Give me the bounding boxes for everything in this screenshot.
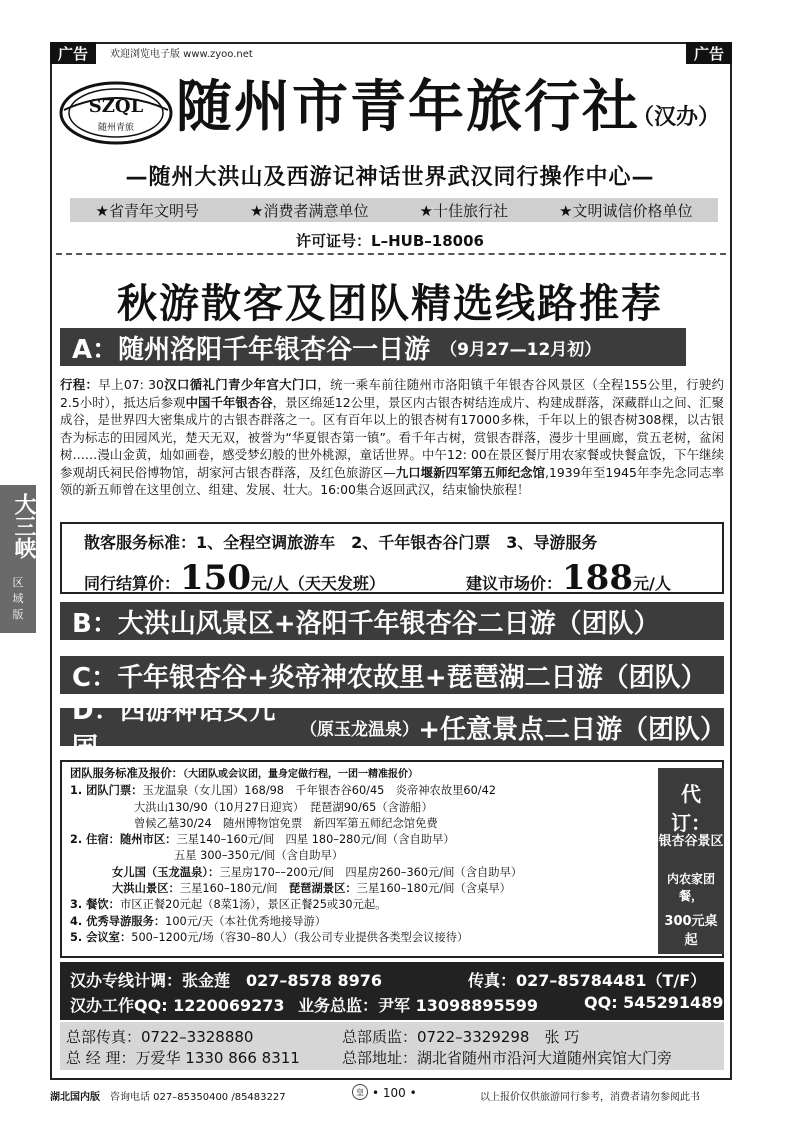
itinerary-highlight: 中国千年银杏谷: [185, 394, 273, 410]
team-line: 市区正餐20元起（8菜1汤），景区正餐25或30元起。: [119, 898, 387, 912]
itinerary-label: 行程：: [60, 377, 99, 392]
logo-text: SZQL: [88, 96, 144, 117]
page-badge-icon: 皇: [352, 1084, 368, 1100]
side-tab-sub: 域: [12, 592, 24, 605]
itinerary-highlight: 九口堰新四军第五师纪念馆: [395, 464, 546, 480]
booking-line: 内农家团餐，: [666, 872, 715, 903]
route-a-bar: [60, 328, 686, 366]
route-a-dates: （9月27—12月初）: [440, 339, 602, 360]
route-d-title-tail: +任意景点二日游（团队）: [418, 714, 727, 745]
route-d-subtitle: （原玉龙温泉）: [300, 719, 420, 740]
team-line-label: 2. 住宿：: [70, 833, 120, 847]
route-c-bar: C：千年银杏谷+炎帝神农故里+琵琶湖二日游（团队）: [60, 656, 724, 694]
honor-item: ★十佳旅行社: [419, 201, 508, 220]
team-line-label: 5. 会议室：: [70, 930, 132, 944]
itinerary-text: 早上07: 30: [98, 377, 164, 392]
side-tab-sub: 版: [12, 608, 24, 621]
team-services-box: [60, 760, 724, 958]
route-b-bar: B：大洪山风景区+洛阳千年银杏谷二日游（团队）: [60, 602, 724, 640]
contact-qq: 汉办工作QQ: 1220069273: [70, 996, 285, 1015]
honor-item: ★省青年文明号: [95, 201, 199, 220]
settle-amount: 150: [180, 558, 251, 598]
team-line: 三星160–180元/间: [179, 882, 289, 896]
agency-name: 随州市青年旅行社: [176, 74, 640, 140]
team-line-label: 随州市区：: [119, 833, 177, 847]
contact-director: 业务总监：尹军 13098895599: [298, 996, 539, 1015]
contact-planner: 汉办专线计调：张金莲 027–8578 8976: [70, 971, 383, 990]
market-price: [466, 558, 671, 598]
team-line: 三星160–180元/间（含桌早）: [356, 882, 511, 896]
team-heading: 团队服务标准及报价：: [70, 767, 183, 780]
settle-price: [84, 558, 385, 598]
disclaimer: 以上报价仅供旅游同行参考，消费者请勿参阅此书: [480, 1092, 700, 1103]
team-line: 曾候乙墓30/24 随州博物馆免票 新四军第五师纪念馆免费: [134, 816, 438, 830]
honor-item: ★消费者满意单位: [250, 201, 369, 220]
itinerary-text: ，景区绵延12公里，景区内古银杏树结连成片、构建成群落，深藏群山之间、汇聚成谷，是世界四大密集成片的古银杏群落之一。区有百年以上的银杏树有17000多株，千年以上的银杏树308棵，以古银杏为标志的田园风光，楚天无双，被誉为“华夏银杏第一镇”。看千年古树，赏银杏群落，漫步十里画廊，赏五老树，盆闲树……漫山金黄，灿如画卷，感受梦幻般的世外桃源，童话世界。中午12: 00在景区餐厅用农家餐或快餐盒饭，下午继续参观胡氏祠民俗博物馆，胡家河古银杏群落，及红色旅游区—: [60, 394, 724, 480]
hq-quality: 总部质监：0722–3329298 张 巧: [342, 1028, 580, 1046]
route-d-bar: [60, 696, 727, 763]
itinerary-text: ，统一乘车前往随州市洛阳镇千年银杏谷风景区（全程155公里，行驶约2.5小时），抵达后参观: [60, 377, 725, 410]
booking-callout: [658, 768, 724, 954]
booking-line: 300元桌起: [664, 914, 718, 948]
ad-tag-left: 广告: [50, 42, 96, 64]
agency-subtitle: —随州大洪山及西游记神话世界武汉同行操作中心—: [125, 165, 655, 190]
team-line: 500–1200元/场（容30–80人）（我公司专业提供各类型会议接待）: [131, 930, 469, 944]
page-title: 秋游散客及团队精选线路推荐: [117, 280, 663, 327]
team-line-label: 女儿国（玉龙温泉）：: [112, 865, 220, 879]
hq-manager: 总 经 理：万爱华 1330 866 8311: [66, 1049, 300, 1067]
hq-fax: 总部传真：0722–3328880: [66, 1028, 254, 1046]
page-number: • 100 •: [372, 1086, 417, 1100]
contact-band: [60, 962, 724, 1020]
market-label: 建议市场价：: [466, 574, 563, 593]
honors-band: [70, 198, 718, 222]
region-side-tab[interactable]: [0, 485, 36, 633]
headquarters-band: [60, 1022, 724, 1070]
side-tab-title: 大三峡: [11, 493, 37, 559]
team-heading-note: （大团队或会议团，量身定做行程，一团一精准报价）: [182, 769, 418, 780]
itinerary-highlight: 汉口循礼门青少年宫大门口: [163, 377, 318, 392]
license-number: 许可证号：L–HUB–18006: [296, 232, 484, 250]
route-a-title: A：随州洛阳千年银杏谷一日游: [72, 334, 431, 365]
honor-item: ★文明诚信价格单位: [559, 201, 693, 220]
team-line: 100元/天（本社优秀地接导游）: [165, 914, 327, 928]
market-unit: 元/人: [633, 574, 671, 593]
booking-line: 银杏谷景区: [658, 834, 724, 849]
welcome-url[interactable]: 欢迎浏览电子版 www.zyoo.net: [110, 49, 253, 60]
hotline: 咨询电话 027–85350400 /85483227: [110, 1092, 286, 1103]
route-d-title: D：西游神话女儿国: [72, 696, 276, 763]
agency-logo: [58, 80, 174, 146]
ad-tag-right: 广告: [686, 42, 732, 64]
logo-emblem-icon: [58, 80, 174, 146]
team-line: 五星 300–350元/间（含自助早）: [174, 849, 344, 863]
booking-title: 代 订：: [671, 782, 711, 835]
team-line: 三星房170––200元/间 四星房260–360元/间（含自助早）: [219, 865, 523, 879]
team-line-label: 琵琶湖景区：: [288, 882, 357, 896]
settle-unit: 元/人（天天发班）: [251, 574, 385, 593]
team-line: 大洪山130/90（10月27日迎宾） 琵琶湖90/65（含游船）: [134, 800, 433, 814]
hq-address: 总部地址：湖北省随州市沿河大道随州宾馆大门旁: [342, 1049, 673, 1067]
team-line-label: 1. 团队门票：: [70, 784, 143, 798]
branch-label: （汉办）: [632, 104, 721, 130]
team-services-text: [70, 766, 652, 946]
team-line: 三星140–160元/间 四星 180–280元/间（含自助早）: [176, 833, 455, 847]
dashed-divider: [56, 253, 726, 255]
side-tab-sub: 区: [12, 576, 24, 589]
route-a-itinerary: [60, 376, 724, 499]
logo-sub: 随州青旅: [97, 123, 135, 133]
contact-fax: 传真：027–85784481（T/F）: [468, 971, 707, 990]
team-line-label: 3. 餐饮：: [70, 898, 120, 912]
service-standard: 散客服务标准：1、全程空调旅游车 2、千年银杏谷门票 3、导游服务: [84, 533, 598, 552]
route-a-price-box: [60, 522, 724, 598]
contact-director-qq: QQ: 545291489: [584, 993, 724, 1012]
team-line-label: 4. 优秀导游服务：: [70, 914, 166, 928]
team-line-label: 大洪山景区：: [112, 882, 180, 896]
settle-label: 同行结算价：: [84, 574, 181, 593]
itinerary-text: ,1939年至1945年李先念同志率领的新五师曾在这里创立、组建、发展、壮大。16:00集合返回武汉，结束愉快旅程！: [60, 464, 724, 497]
team-line: 玉龙温泉（女儿国）168/98 千年银杏谷60/45 炎帝神农故里60/42: [142, 784, 496, 798]
market-amount: 188: [562, 558, 633, 598]
edition-label: 湖北国内版: [50, 1092, 100, 1103]
